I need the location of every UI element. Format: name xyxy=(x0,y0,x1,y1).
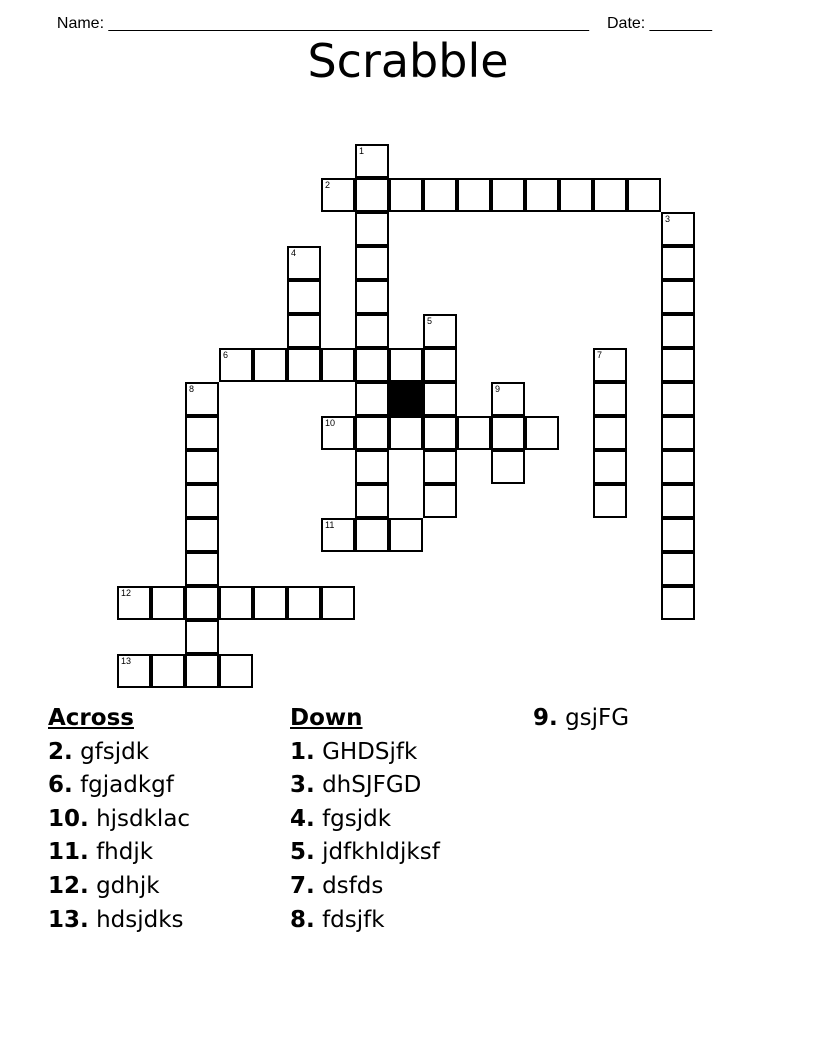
clue-number: 5 xyxy=(427,316,433,326)
numbered-grid-cell[interactable] xyxy=(661,212,695,246)
clue-down-7: 7. dsfds xyxy=(290,872,384,899)
clue-number: 9 xyxy=(495,384,501,394)
grid-cell[interactable] xyxy=(423,484,457,518)
clue-number: 7 xyxy=(597,350,603,360)
grid-cell[interactable] xyxy=(661,314,695,348)
grid-cell[interactable] xyxy=(355,280,389,314)
grid-cell[interactable] xyxy=(253,586,287,620)
numbered-grid-cell[interactable] xyxy=(355,144,389,178)
clue-down-8: 8. fdsjfk xyxy=(290,906,385,933)
grid-cell[interactable] xyxy=(185,416,219,450)
clue-across-11: 11. fhdjk xyxy=(48,839,154,866)
date-label: Date: xyxy=(606,15,650,32)
name-line: ______________________________________________________ xyxy=(108,15,589,32)
grid-cell[interactable] xyxy=(185,518,219,552)
grid-cell[interactable] xyxy=(389,348,423,382)
clue-number: 1 xyxy=(359,146,365,156)
numbered-grid-cell[interactable] xyxy=(321,518,355,552)
grid-cell[interactable] xyxy=(185,484,219,518)
grid-cell[interactable] xyxy=(423,348,457,382)
grid-cell[interactable] xyxy=(355,382,389,416)
numbered-grid-cell[interactable] xyxy=(185,382,219,416)
grid-cell[interactable] xyxy=(661,450,695,484)
grid-cell[interactable] xyxy=(389,416,423,450)
clue-number: 8 xyxy=(189,384,195,394)
clue-number: 2 xyxy=(325,180,331,190)
grid-cell[interactable] xyxy=(593,382,627,416)
numbered-grid-cell[interactable] xyxy=(219,348,253,382)
clue-number: 10 xyxy=(325,418,336,428)
grid-cell[interactable] xyxy=(321,348,355,382)
numbered-grid-cell[interactable] xyxy=(593,348,627,382)
clue-down-3: 3. dhSJFGD xyxy=(290,772,422,799)
grid-cell[interactable] xyxy=(355,484,389,518)
clue-down-5: 5. jdfkhldjksf xyxy=(290,839,440,866)
clue-across-2: 2. gfsjdk xyxy=(48,738,150,765)
grid-cell[interactable] xyxy=(457,178,491,212)
grid-cell[interactable] xyxy=(151,654,185,688)
down-clues-continued xyxy=(533,702,629,736)
numbered-grid-cell[interactable] xyxy=(321,416,355,450)
clue-number: 13 xyxy=(121,656,132,666)
clue-number: 11 xyxy=(325,520,335,530)
grid-cell[interactable] xyxy=(593,484,627,518)
grid-cell[interactable] xyxy=(491,416,525,450)
clue-down-9: 9. gsjFG xyxy=(533,705,630,731)
clue-number: 4 xyxy=(291,248,297,258)
clue-across-13: 13. hdsjdks xyxy=(48,906,184,933)
grid-cell[interactable] xyxy=(661,484,695,518)
grid-cell[interactable] xyxy=(661,518,695,552)
grid-cell[interactable] xyxy=(355,416,389,450)
grid-cell[interactable] xyxy=(185,450,219,484)
black-grid-cell xyxy=(389,382,423,416)
grid-cell[interactable] xyxy=(389,518,423,552)
grid-cell[interactable] xyxy=(185,552,219,586)
grid-cell[interactable] xyxy=(661,552,695,586)
grid-cell[interactable] xyxy=(355,178,389,212)
grid-cell[interactable] xyxy=(389,178,423,212)
grid-cell[interactable] xyxy=(185,654,219,688)
grid-cell[interactable] xyxy=(185,586,219,620)
grid-cell[interactable] xyxy=(593,416,627,450)
numbered-grid-cell[interactable] xyxy=(491,382,525,416)
grid-cell[interactable] xyxy=(423,450,457,484)
across-clues xyxy=(48,702,190,937)
grid-cell[interactable] xyxy=(661,246,695,280)
numbered-grid-cell[interactable] xyxy=(321,178,355,212)
clue-across-10: 10. hjsdklac xyxy=(48,805,191,832)
grid-cell[interactable] xyxy=(287,314,321,348)
page-title: Scrabble xyxy=(307,34,509,88)
clue-number: 3 xyxy=(665,214,671,224)
grid-cell[interactable] xyxy=(185,620,219,654)
down-heading: Down xyxy=(290,705,363,731)
grid-cell[interactable] xyxy=(219,586,253,620)
grid-cell[interactable] xyxy=(661,280,695,314)
grid-cell[interactable] xyxy=(457,416,491,450)
clue-number: 6 xyxy=(223,350,229,360)
grid-cell[interactable] xyxy=(661,586,695,620)
grid-cell[interactable] xyxy=(525,178,559,212)
date-line: _______ xyxy=(649,15,712,32)
clue-across-12: 12. gdhjk xyxy=(48,872,160,899)
grid-cell[interactable] xyxy=(593,450,627,484)
grid-cell[interactable] xyxy=(355,348,389,382)
grid-cell[interactable] xyxy=(661,348,695,382)
grid-cell[interactable] xyxy=(423,178,457,212)
grid-cell[interactable] xyxy=(661,382,695,416)
grid-cell[interactable] xyxy=(355,246,389,280)
grid-cell[interactable] xyxy=(593,178,627,212)
numbered-grid-cell[interactable] xyxy=(423,314,457,348)
grid-cell[interactable] xyxy=(525,416,559,450)
grid-cell[interactable] xyxy=(151,586,185,620)
clue-down-1: 1. GHDSjfk xyxy=(290,738,418,765)
grid-cell[interactable] xyxy=(355,450,389,484)
numbered-grid-cell[interactable] xyxy=(117,654,151,688)
down-clues xyxy=(290,702,440,937)
grid-cell[interactable] xyxy=(559,178,593,212)
grid-cell[interactable] xyxy=(355,314,389,348)
grid-cell[interactable] xyxy=(423,382,457,416)
numbered-grid-cell[interactable] xyxy=(117,586,151,620)
clue-number: 12 xyxy=(121,588,132,598)
grid-cell[interactable] xyxy=(491,178,525,212)
name-label: Name: xyxy=(56,15,109,32)
clue-across-6: 6. fgjadkgf xyxy=(48,772,174,799)
grid-cell[interactable] xyxy=(491,450,525,484)
grid-cell[interactable] xyxy=(321,586,355,620)
grid-cell[interactable] xyxy=(355,518,389,552)
grid-cell[interactable] xyxy=(627,178,661,212)
grid-cell[interactable] xyxy=(287,280,321,314)
grid-cell[interactable] xyxy=(355,212,389,246)
grid-cell[interactable] xyxy=(253,348,287,382)
grid-cell[interactable] xyxy=(219,654,253,688)
grid-cell[interactable] xyxy=(287,348,321,382)
numbered-grid-cell[interactable] xyxy=(287,246,321,280)
clue-down-4: 4. fgsjdk xyxy=(290,805,392,832)
grid-cell[interactable] xyxy=(423,416,457,450)
across-heading: Across xyxy=(48,705,134,731)
grid-cell[interactable] xyxy=(287,586,321,620)
grid-cell[interactable] xyxy=(661,416,695,450)
